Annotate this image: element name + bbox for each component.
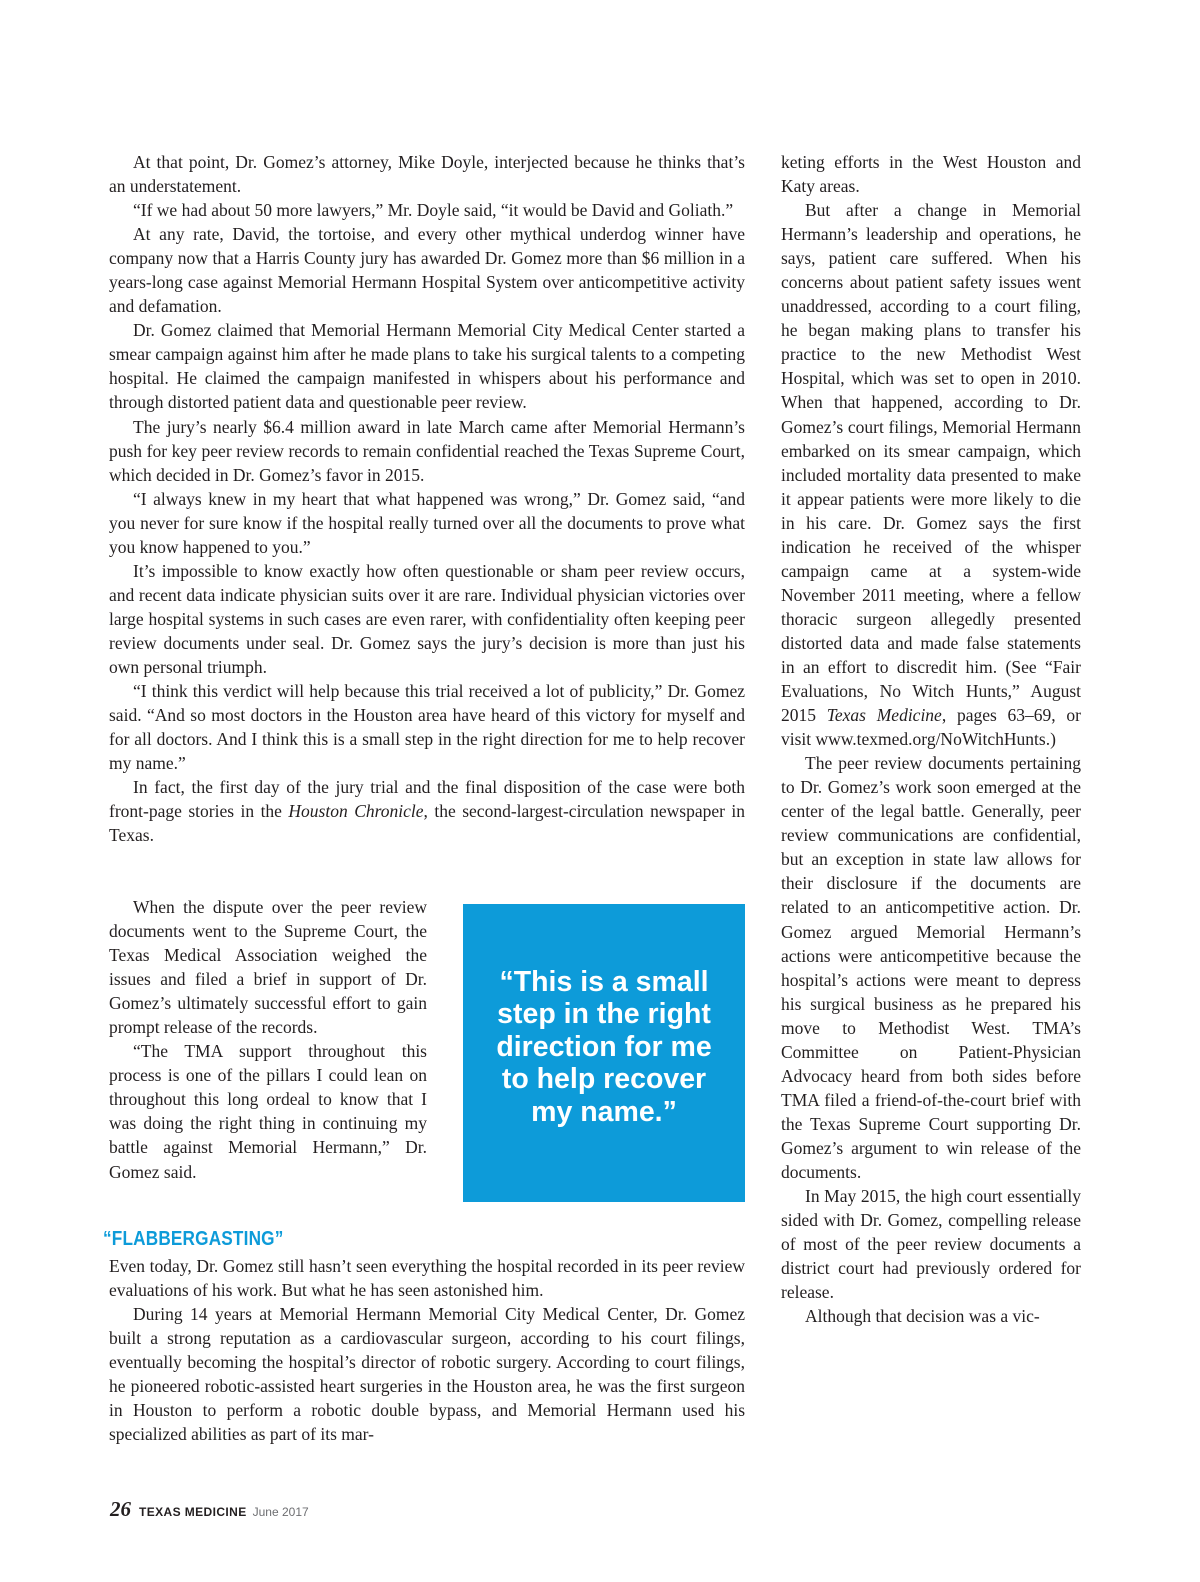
pull-quote-box [463,904,745,1202]
paragraph: When the dispute over the peer review documents went to the Supreme Court, the Texas Medical Association weighed the issues and filed a brief in support of Dr. Gomez’s ultimately successful effort to gain prompt release of the records. [109,897,427,1038]
narrow-column [109,895,427,1184]
paragraph-chronicle [109,775,745,847]
paragraph: “I think this verdict will help because this trial received a lot of publicity,” Dr. Gomez said. “And so most doctors in the Houston area have heard of this victory for myself and for all doctors. And I think this is a small step in the right direction for me to help recover my name.” [109,681,745,774]
text-span: In fact, the first day of the jury trial and the final disposition of the case were both front-page stories in the [109,777,745,822]
paragraph: keting efforts in the West Houston and Katy areas. [781,152,1081,197]
paragraph: The jury’s nearly $6.4 million award in late March came after Memorial Hermann’s push for key peer review records to remain confidential reached the Texas Supreme Court, which decided in Dr. Gomez’s favor in 2015. [109,416,745,485]
publication-name: TEXAS MEDICINE [139,1505,247,1519]
pull-quote-text: “This is a small step in the right direction for me to help recover my name.” [496,965,712,1128]
paragraph: “I always knew in my heart that what happened was wrong,” Dr. Gomez said, “and you never for sure know if the hospital really turned over all the documents to prove what you know happened to you.” [109,488,745,557]
paragraph [781,198,1081,751]
paragraph: “If we had about 50 more lawyers,” Mr. Doyle said, “it would be David and Goliath.” [133,200,734,221]
publication-title: Texas Medicine [826,705,942,726]
paragraph: In May 2015, the high court essentially sided with Dr. Gomez, compelling release of most of the peer review documents a district court had previously ordered for release. [781,1186,1081,1303]
paragraph: It’s impossible to know exactly how often questionable or sham peer review occurs, and recent data indicate physician suits over it are rare. Individual physician victories over large hospital systems in such cases are even rarer, with confidentiality often keeping peer review documents under seal. Dr. Gomez says the jury’s decision is more than just his own personal triumph. [109,560,745,677]
text-span: , pages 63–69, or visit www.texmed.org/NoWitchHunts.) [781,705,1081,750]
page-number: 26 [110,1497,131,1521]
text-span: , the second-largest-circulation newspaper in Texas. [109,801,746,846]
left-column [109,150,745,847]
paragraph: Even today, Dr. Gomez still hasn’t seen everything the hospital recorded in its peer review evaluations of his work. But what he has seen astonished him. [109,1256,745,1301]
paragraph: The peer review documents pertaining to Dr. Gomez’s work soon emerged at the center of the legal battle. Generally, peer review communications are confidential, but an exception in state law allows for their disclosure if the documents are related to an anticompetitive action. Dr. Gomez argued Memorial Hermann’s actions were anticompetitive because the hospital’s actions were meant to depress his surgical business as he prepared his move to Methodist West. TMA’s Committee on Patient-Physician Advocacy heard from both sides before TMA filed a friend-of-the-court brief with the Texas Supreme Court supporting Dr. Gomez’s argument to win release of the documents. [781,753,1081,1182]
paragraph: At any rate, David, the tortoise, and every other mythical underdog winner have company now that a Harris County jury has awarded Dr. Gomez more than $6 million in a years-long case against Memorial Hermann Hospital System over anticompetitive activity and defamation. [109,224,745,317]
text-span: But after a change in Memorial Hermann’s leadership and operations, he says, patient care suffered. When his concerns about patient safety issues went unaddressed, according to a court filing, he began making plans to transfer his practice to the new Methodist West Hospital, which was set to open in 2010. When that happened, according to Dr. Gomez’s court filings, Memorial Hermann embarked on its smear campaign, which included mortality data presented to make it appear patients were more likely to die in his care. Dr. Gomez says the first indication he received of the whisper campaign came at a system-wide November 2011 meeting, where a fellow thoracic surgeon allegedly presented distorted data and made false statements in an effort to discredit him. (See “Fair Evaluations, No Witch Hunts,” August 2015 [781,200,1081,726]
page-footer [110,1497,309,1522]
paragraph: “The TMA support throughout this process is one of the pillars I could lean on throughout this long ordeal to know that I was doing the right thing in continuing my battle against Memorial Hermann,” Dr. Gomez said. [109,1041,427,1182]
right-column [781,150,1081,1328]
issue-date: June 2017 [252,1505,309,1519]
paragraph: At that point, Dr. Gomez’s attorney, Mike Doyle, interjected because he thinks that’s an understatement. [109,152,745,197]
paragraph: During 14 years at Memorial Hermann Memorial City Medical Center, Dr. Gomez built a strong reputation as a cardiovascular surgeon, according to his court filings, eventually becoming the hospital’s director of robotic surgery. According to court filings, he pioneered robotic-assisted heart surgeries in the Houston area, he was the first surgeon in Houston to perform a robotic double bypass, and Memorial Hermann used his specialized abilities as part of its mar- [109,1304,745,1445]
paragraph: Dr. Gomez claimed that Memorial Hermann Memorial City Medical Center started a smear campaign against him after he made plans to take his surgical talents to a competing hospital. He claimed the campaign manifested in whispers about his performance and through distorted patient data and questionable peer review. [109,320,745,413]
paragraph: Although that decision was a vic- [805,1306,1040,1327]
bottom-column [109,1254,745,1446]
section-subhead: “FLABBERGASTING” [103,1228,284,1250]
publication-title: Houston Chronicle [288,801,424,822]
